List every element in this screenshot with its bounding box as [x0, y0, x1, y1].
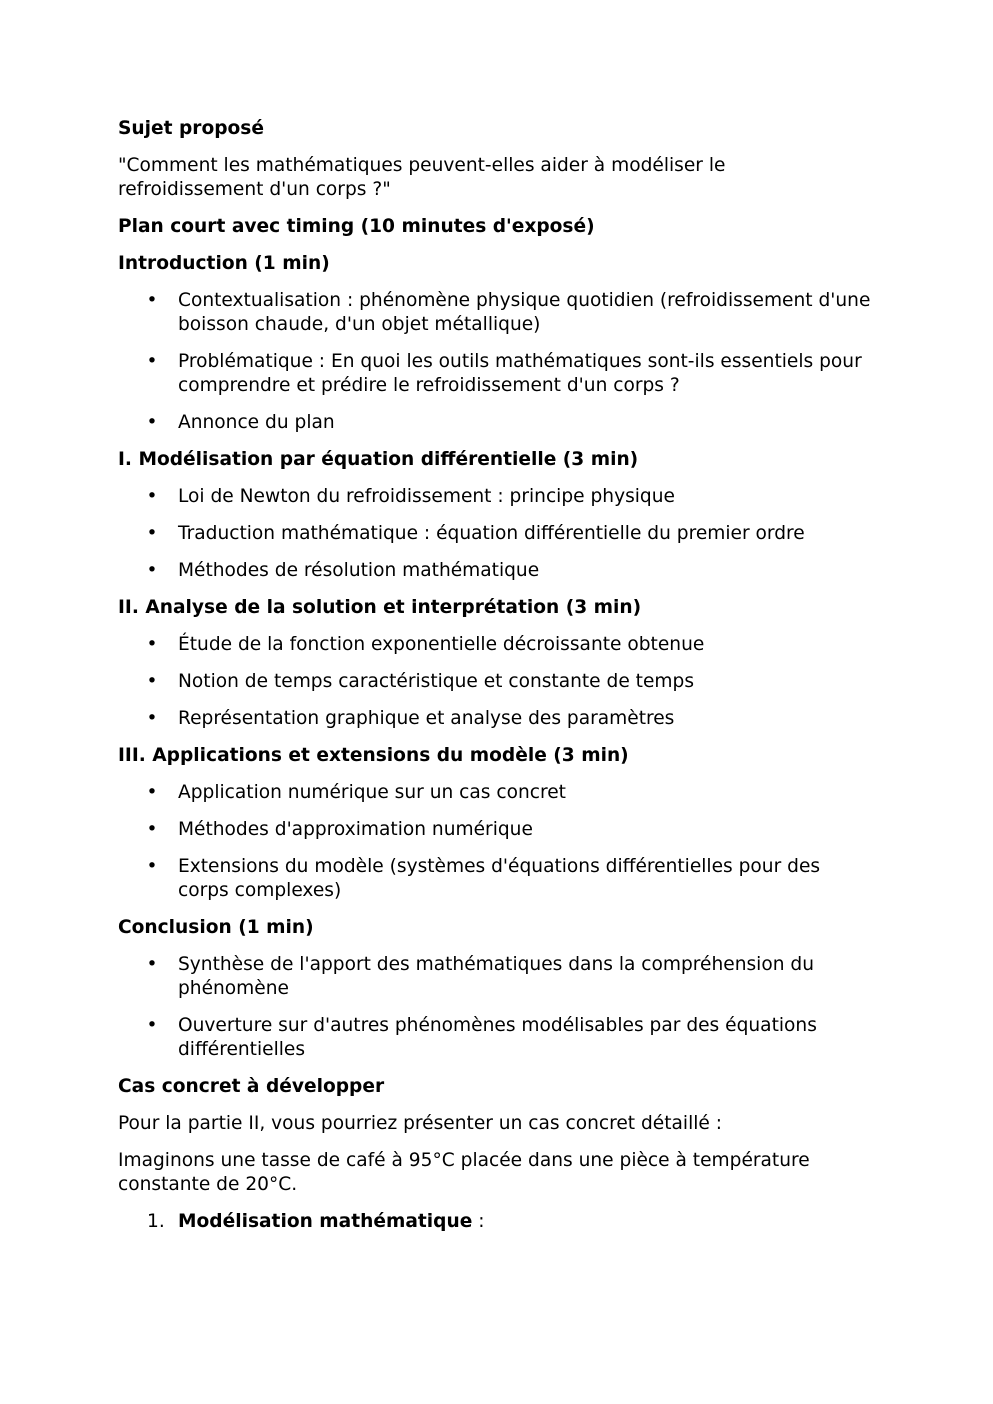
bullet-icon: •	[146, 634, 158, 655]
list-item	[146, 855, 874, 903]
list-item	[146, 1014, 874, 1062]
list-item-text: Annonce du plan	[178, 412, 335, 433]
list-item	[146, 781, 874, 805]
document-page	[118, 117, 874, 1247]
list-item-text: Loi de Newton du refroidissement : principe physique	[178, 486, 675, 507]
list-item-text: Contextualisation : phénomène physique quotidien (refroidissement d'une boisson chaude, d'un objet métallique)	[178, 290, 871, 335]
bullet-icon: •	[146, 486, 158, 507]
list-item	[146, 485, 874, 509]
section-heading-introduction: Introduction (1 min)	[118, 253, 330, 274]
bullet-icon: •	[146, 1015, 158, 1036]
section-heading-conclusion: Conclusion (1 min)	[118, 917, 314, 938]
section-list-introduction	[118, 289, 874, 435]
bullet-icon: •	[146, 708, 158, 729]
section-heading-part-3: III. Applications et extensions du modèle (3 min)	[118, 745, 629, 766]
list-item	[146, 559, 874, 583]
list-item-text: Méthodes d'approximation numérique	[178, 819, 533, 840]
subject-heading: Sujet proposé	[118, 118, 264, 139]
bullet-icon: •	[146, 782, 158, 803]
list-item	[146, 289, 874, 337]
section-list-part-3	[118, 781, 874, 903]
numbered-item-label: Modélisation mathématique	[178, 1211, 473, 1232]
numbered-list-item	[147, 1210, 874, 1234]
bullet-icon: •	[146, 560, 158, 581]
numbered-list	[118, 1210, 874, 1234]
list-number: 1.	[147, 1211, 165, 1232]
list-item	[146, 522, 874, 546]
list-item	[146, 633, 874, 657]
bullet-icon: •	[146, 290, 158, 311]
list-item-text: Application numérique sur un cas concret	[178, 782, 566, 803]
list-item-text: Ouverture sur d'autres phénomènes modélisables par des équations différentielles	[178, 1015, 817, 1060]
list-item-text: Étude de la fonction exponentielle décroissante obtenue	[178, 634, 705, 655]
list-item-text: Synthèse de l'apport des mathématiques dans la compréhension du phénomène	[178, 954, 815, 999]
bullet-icon: •	[146, 856, 158, 877]
section-list-conclusion	[118, 953, 874, 1062]
list-item	[146, 818, 874, 842]
list-item-text: Traduction mathématique : équation différentielle du premier ordre	[178, 523, 805, 544]
plan-heading: Plan court avec timing (10 minutes d'exposé)	[118, 216, 595, 237]
list-item	[146, 707, 874, 731]
bullet-icon: •	[146, 954, 158, 975]
list-item	[146, 670, 874, 694]
section-list-part-1	[118, 485, 874, 583]
list-item-text: Extensions du modèle (systèmes d'équations différentielles pour des corps complexes)	[178, 856, 821, 901]
case-description: Imaginons une tasse de café à 95°C placée dans une pièce à température constante de 20°C.	[118, 1150, 810, 1195]
bullet-icon: •	[146, 523, 158, 544]
list-item-text: Problématique : En quoi les outils mathématiques sont-ils essentiels pour comprendre et prédire le refroidissement d'un corps ?	[178, 351, 862, 396]
list-item-text: Représentation graphique et analyse des paramètres	[178, 708, 675, 729]
bullet-icon: •	[146, 819, 158, 840]
list-item	[146, 953, 874, 1001]
subject-question: "Comment les mathématiques peuvent-elles aider à modéliser le refroidissement d'un corps ?"	[118, 155, 726, 200]
section-heading-part-2: II. Analyse de la solution et interprétation (3 min)	[118, 597, 642, 618]
list-item	[146, 350, 874, 398]
case-heading: Cas concret à développer	[118, 1076, 385, 1097]
list-item	[146, 411, 874, 435]
bullet-icon: •	[146, 351, 158, 372]
bullet-icon: •	[146, 671, 158, 692]
case-intro: Pour la partie II, vous pourriez présenter un cas concret détaillé :	[118, 1113, 723, 1134]
list-item-text: Notion de temps caractéristique et constante de temps	[178, 671, 695, 692]
section-heading-part-1: I. Modélisation par équation différentielle (3 min)	[118, 449, 639, 470]
bullet-icon: •	[146, 412, 158, 433]
section-list-part-2	[118, 633, 874, 731]
list-item-text: Méthodes de résolution mathématique	[178, 560, 540, 581]
numbered-item-suffix: :	[472, 1211, 485, 1232]
